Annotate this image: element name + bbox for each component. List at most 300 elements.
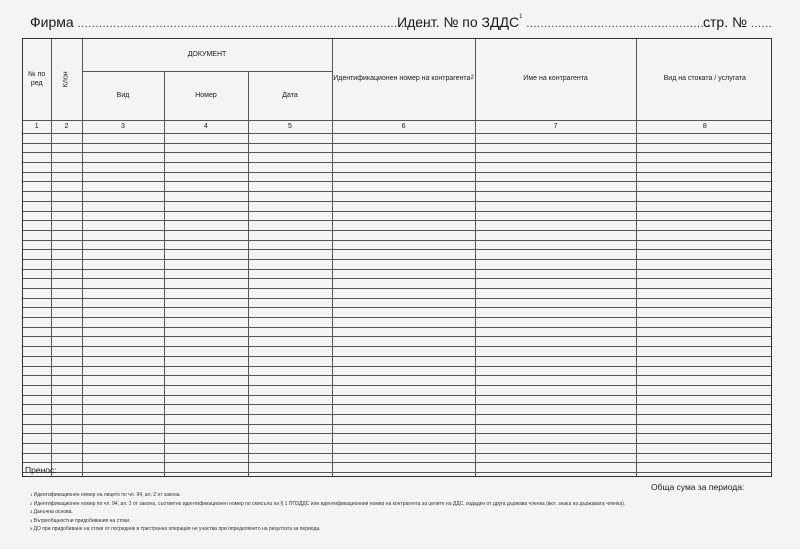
- entry-cell[interactable]: [332, 172, 475, 182]
- entry-cell[interactable]: [51, 279, 82, 289]
- entry-cell[interactable]: [636, 385, 772, 395]
- header-doc-type: Вид: [82, 72, 164, 121]
- entry-cell[interactable]: [332, 366, 475, 376]
- entry-cell[interactable]: [23, 221, 51, 231]
- entry-cell[interactable]: [248, 376, 332, 386]
- footnote-text: ДО при придобиване на стоки от посредник в тристранна операция не участва при определянето на резултата за периода.: [33, 526, 321, 533]
- entry-cell[interactable]: [23, 376, 51, 386]
- entry-cell[interactable]: [51, 385, 82, 395]
- entry-cell[interactable]: [51, 424, 82, 434]
- entry-cell[interactable]: [475, 289, 636, 299]
- entry-cell[interactable]: [636, 259, 772, 269]
- entry-cell[interactable]: [636, 395, 772, 405]
- entry-cell[interactable]: [248, 201, 332, 211]
- firm-input-dots[interactable]: ....................................................................................................: [77, 18, 434, 30]
- entry-cell[interactable]: [475, 337, 636, 347]
- entry-cell[interactable]: [475, 153, 636, 163]
- entry-cell[interactable]: [475, 473, 636, 477]
- table-row: [23, 473, 772, 477]
- entry-cell[interactable]: [636, 289, 772, 299]
- entry-cell[interactable]: [82, 444, 164, 454]
- entry-cell[interactable]: [332, 134, 475, 144]
- entry-cell[interactable]: [332, 414, 475, 424]
- entry-cell[interactable]: [332, 250, 475, 260]
- entry-cell[interactable]: [636, 356, 772, 366]
- entry-cell[interactable]: [164, 153, 248, 163]
- entry-cell[interactable]: [51, 308, 82, 318]
- entry-cell[interactable]: [636, 250, 772, 260]
- entry-cell[interactable]: [82, 424, 164, 434]
- entry-cell[interactable]: [82, 163, 164, 173]
- entry-cell[interactable]: [82, 211, 164, 221]
- entry-cell[interactable]: [248, 463, 332, 473]
- entry-cell[interactable]: [82, 192, 164, 202]
- entry-cell[interactable]: [82, 182, 164, 192]
- entry-cell[interactable]: [164, 259, 248, 269]
- entry-cell[interactable]: [164, 230, 248, 240]
- entry-cell[interactable]: [248, 424, 332, 434]
- entry-cell[interactable]: [475, 424, 636, 434]
- entry-cell[interactable]: [51, 259, 82, 269]
- entry-cell[interactable]: [636, 221, 772, 231]
- entry-cell[interactable]: [332, 143, 475, 153]
- entry-cell[interactable]: [475, 366, 636, 376]
- entry-cell[interactable]: [23, 269, 51, 279]
- entry-cell[interactable]: [23, 279, 51, 289]
- entry-cell[interactable]: [164, 250, 248, 260]
- entry-cell[interactable]: [23, 395, 51, 405]
- entry-cell[interactable]: [23, 250, 51, 260]
- entry-cell[interactable]: [332, 395, 475, 405]
- entry-cell[interactable]: [51, 356, 82, 366]
- entry-cell[interactable]: [23, 366, 51, 376]
- entry-cell[interactable]: [51, 434, 82, 444]
- entry-cell[interactable]: [51, 395, 82, 405]
- entry-cell[interactable]: [164, 143, 248, 153]
- entry-cell[interactable]: [248, 221, 332, 231]
- entry-cell[interactable]: [164, 337, 248, 347]
- entry-cell[interactable]: [636, 182, 772, 192]
- entry-cell[interactable]: [82, 356, 164, 366]
- entry-cell[interactable]: [82, 318, 164, 328]
- entry-cell[interactable]: [636, 279, 772, 289]
- entry-cell[interactable]: [51, 230, 82, 240]
- entry-cell[interactable]: [248, 143, 332, 153]
- entry-cell[interactable]: [636, 337, 772, 347]
- entry-cell[interactable]: [248, 192, 332, 202]
- entry-cell[interactable]: [332, 298, 475, 308]
- entry-cell[interactable]: [164, 298, 248, 308]
- entry-cell[interactable]: [164, 395, 248, 405]
- entry-cell[interactable]: [164, 182, 248, 192]
- entry-cell[interactable]: [636, 134, 772, 144]
- entry-cell[interactable]: [23, 337, 51, 347]
- entry-cell[interactable]: [51, 134, 82, 144]
- entry-cell[interactable]: [332, 356, 475, 366]
- entry-cell[interactable]: [164, 376, 248, 386]
- entry-cell[interactable]: [475, 434, 636, 444]
- entry-cell[interactable]: [164, 211, 248, 221]
- entry-cell[interactable]: [475, 259, 636, 269]
- entry-cell[interactable]: [82, 308, 164, 318]
- entry-cell[interactable]: [248, 259, 332, 269]
- entry-cell[interactable]: [51, 211, 82, 221]
- entry-cell[interactable]: [248, 298, 332, 308]
- entry-cell[interactable]: [332, 269, 475, 279]
- entry-cell[interactable]: [164, 366, 248, 376]
- entry-cell[interactable]: [332, 376, 475, 386]
- entry-cell[interactable]: [636, 405, 772, 415]
- entry-cell[interactable]: [332, 289, 475, 299]
- entry-cell[interactable]: [636, 327, 772, 337]
- entry-cell[interactable]: [82, 405, 164, 415]
- table-row: [23, 259, 772, 269]
- entry-cell[interactable]: [636, 473, 772, 477]
- entry-cell[interactable]: [332, 453, 475, 463]
- entry-cell[interactable]: [82, 366, 164, 376]
- entry-cell[interactable]: [475, 414, 636, 424]
- entry-cell[interactable]: [248, 405, 332, 415]
- entry-cell[interactable]: [636, 269, 772, 279]
- entry-cell[interactable]: [475, 134, 636, 144]
- entry-cell[interactable]: [82, 259, 164, 269]
- entry-cell[interactable]: [82, 143, 164, 153]
- entry-cell[interactable]: [164, 201, 248, 211]
- entry-cell[interactable]: [164, 172, 248, 182]
- footnote: [30, 525, 625, 534]
- entry-cell[interactable]: [636, 163, 772, 173]
- entry-cell[interactable]: [164, 434, 248, 444]
- entry-cell[interactable]: [248, 134, 332, 144]
- entry-cell[interactable]: [475, 308, 636, 318]
- entry-cell[interactable]: [82, 463, 164, 473]
- entry-cell[interactable]: [636, 318, 772, 328]
- entry-cell[interactable]: [248, 434, 332, 444]
- entry-cell[interactable]: [475, 298, 636, 308]
- entry-cell[interactable]: [82, 385, 164, 395]
- entry-cell[interactable]: [23, 318, 51, 328]
- entry-cell[interactable]: [23, 230, 51, 240]
- entry-cell[interactable]: [82, 134, 164, 144]
- entry-cell[interactable]: [23, 347, 51, 357]
- entry-cell[interactable]: [248, 395, 332, 405]
- entry-cell[interactable]: [164, 356, 248, 366]
- entry-cell[interactable]: [164, 240, 248, 250]
- entry-cell[interactable]: [164, 289, 248, 299]
- entry-cell[interactable]: [332, 240, 475, 250]
- entry-cell[interactable]: [82, 337, 164, 347]
- entry-cell[interactable]: [164, 444, 248, 454]
- entry-cell[interactable]: [164, 269, 248, 279]
- entry-cell[interactable]: [23, 240, 51, 250]
- entry-cell[interactable]: [164, 192, 248, 202]
- entry-cell[interactable]: [51, 221, 82, 231]
- entry-cell[interactable]: [51, 327, 82, 337]
- entry-cell[interactable]: [82, 434, 164, 444]
- vat-id-input-dots[interactable]: ....................................................: [526, 18, 712, 30]
- entry-cell[interactable]: [248, 473, 332, 477]
- entry-cell[interactable]: [475, 405, 636, 415]
- entry-cell[interactable]: [51, 414, 82, 424]
- entry-cell[interactable]: [23, 259, 51, 269]
- entry-cell[interactable]: [332, 163, 475, 173]
- entry-cell[interactable]: [475, 143, 636, 153]
- entry-cell[interactable]: [164, 327, 248, 337]
- entry-cell[interactable]: [23, 453, 51, 463]
- entry-cell[interactable]: [248, 172, 332, 182]
- entry-cell[interactable]: [51, 153, 82, 163]
- entry-cell[interactable]: [636, 434, 772, 444]
- entry-cell[interactable]: [248, 153, 332, 163]
- entry-cell[interactable]: [248, 211, 332, 221]
- entry-cell[interactable]: [51, 289, 82, 299]
- entry-cell[interactable]: [636, 211, 772, 221]
- entry-cell[interactable]: [475, 250, 636, 260]
- entry-cell[interactable]: [82, 327, 164, 337]
- entry-cell[interactable]: [332, 221, 475, 231]
- entry-cell[interactable]: [332, 337, 475, 347]
- entry-cell[interactable]: [636, 230, 772, 240]
- entry-cell[interactable]: [23, 434, 51, 444]
- entry-cell[interactable]: [82, 230, 164, 240]
- entry-cell[interactable]: [332, 192, 475, 202]
- entry-cell[interactable]: [248, 366, 332, 376]
- entry-cell[interactable]: [332, 327, 475, 337]
- firm-label: Фирма: [30, 14, 74, 30]
- entry-cell[interactable]: [475, 318, 636, 328]
- entry-cell[interactable]: [636, 298, 772, 308]
- entry-cell[interactable]: [51, 318, 82, 328]
- entry-cell[interactable]: [51, 366, 82, 376]
- entry-cell[interactable]: [164, 453, 248, 463]
- entry-cell[interactable]: [475, 444, 636, 454]
- entry-cell[interactable]: [51, 182, 82, 192]
- entry-cell[interactable]: [332, 201, 475, 211]
- table-row: [23, 444, 772, 454]
- entry-cell[interactable]: [248, 250, 332, 260]
- entry-cell[interactable]: [332, 347, 475, 357]
- entry-cell[interactable]: [164, 385, 248, 395]
- entry-cell[interactable]: [332, 308, 475, 318]
- entry-cell[interactable]: [23, 182, 51, 192]
- entry-cell[interactable]: [164, 308, 248, 318]
- table-row: [23, 298, 772, 308]
- entry-cell[interactable]: [636, 424, 772, 434]
- entry-cell[interactable]: [51, 250, 82, 260]
- entry-cell[interactable]: [475, 240, 636, 250]
- entry-cell[interactable]: [475, 279, 636, 289]
- entry-cell[interactable]: [23, 444, 51, 454]
- entry-cell[interactable]: [82, 298, 164, 308]
- entry-cell[interactable]: [164, 347, 248, 357]
- entry-cell[interactable]: [82, 221, 164, 231]
- entry-cell[interactable]: [475, 453, 636, 463]
- entry-cell[interactable]: [475, 327, 636, 337]
- entry-cell[interactable]: [164, 414, 248, 424]
- entry-cell[interactable]: [332, 230, 475, 240]
- footnote: [30, 491, 625, 500]
- entry-cell[interactable]: [332, 279, 475, 289]
- entry-cell[interactable]: [82, 473, 164, 477]
- entry-cell[interactable]: [164, 163, 248, 173]
- entry-cell[interactable]: [23, 414, 51, 424]
- entry-cell[interactable]: [248, 356, 332, 366]
- entry-cell[interactable]: [332, 473, 475, 477]
- entry-cell[interactable]: [51, 444, 82, 454]
- entry-cell[interactable]: [164, 473, 248, 477]
- entry-cell[interactable]: [332, 153, 475, 163]
- entry-cell[interactable]: [636, 240, 772, 250]
- entry-cell[interactable]: [23, 192, 51, 202]
- table-row: [23, 201, 772, 211]
- entry-cell[interactable]: [82, 269, 164, 279]
- page-number-input-dots[interactable]: ......: [750, 18, 773, 30]
- entry-cell[interactable]: [82, 376, 164, 386]
- entry-cell[interactable]: [164, 463, 248, 473]
- entry-cell[interactable]: [248, 182, 332, 192]
- entry-cell[interactable]: [332, 424, 475, 434]
- entry-cell[interactable]: [332, 385, 475, 395]
- entry-cell[interactable]: [23, 405, 51, 415]
- entry-cell[interactable]: [636, 463, 772, 473]
- entry-cell[interactable]: [23, 298, 51, 308]
- entry-cell[interactable]: [475, 269, 636, 279]
- entry-cell[interactable]: [82, 153, 164, 163]
- entry-cell[interactable]: [332, 434, 475, 444]
- entry-cell[interactable]: [248, 230, 332, 240]
- entry-cell[interactable]: [51, 163, 82, 173]
- entry-cell[interactable]: [23, 153, 51, 163]
- entry-cell[interactable]: [636, 192, 772, 202]
- entry-cell[interactable]: [475, 163, 636, 173]
- entry-cell[interactable]: [23, 172, 51, 182]
- entry-cell[interactable]: [636, 201, 772, 211]
- entry-cell[interactable]: [475, 463, 636, 473]
- entry-cell[interactable]: [23, 385, 51, 395]
- entry-cell[interactable]: [636, 376, 772, 386]
- entry-cell[interactable]: [51, 347, 82, 357]
- entry-cell[interactable]: [51, 240, 82, 250]
- entry-cell[interactable]: [248, 308, 332, 318]
- entry-cell[interactable]: [82, 172, 164, 182]
- entry-cell[interactable]: [51, 269, 82, 279]
- entry-cell[interactable]: [636, 414, 772, 424]
- entry-cell[interactable]: [82, 240, 164, 250]
- entry-cell[interactable]: [82, 279, 164, 289]
- entry-cell[interactable]: [23, 211, 51, 221]
- entry-cell[interactable]: [23, 163, 51, 173]
- entry-cell[interactable]: [636, 308, 772, 318]
- entry-cell[interactable]: [636, 172, 772, 182]
- entry-cell[interactable]: [164, 405, 248, 415]
- entry-cell[interactable]: [248, 318, 332, 328]
- entry-cell[interactable]: [51, 192, 82, 202]
- entry-cell[interactable]: [636, 444, 772, 454]
- entry-cell[interactable]: [248, 240, 332, 250]
- entry-cell[interactable]: [164, 424, 248, 434]
- entry-cell[interactable]: [475, 211, 636, 221]
- entry-cell[interactable]: [51, 337, 82, 347]
- entry-cell[interactable]: [82, 201, 164, 211]
- footnotes: [30, 491, 625, 534]
- entry-cell[interactable]: [248, 347, 332, 357]
- entry-cell[interactable]: [248, 327, 332, 337]
- entry-cell[interactable]: [475, 385, 636, 395]
- entry-cell[interactable]: [23, 327, 51, 337]
- entry-cell[interactable]: [332, 444, 475, 454]
- entry-cell[interactable]: [475, 376, 636, 386]
- table-row: [23, 289, 772, 299]
- entry-cell[interactable]: [51, 143, 82, 153]
- entry-cell[interactable]: [82, 395, 164, 405]
- entry-cell[interactable]: [636, 347, 772, 357]
- entry-cell[interactable]: [248, 337, 332, 347]
- entry-cell[interactable]: [332, 318, 475, 328]
- entry-cell[interactable]: [51, 376, 82, 386]
- entry-cell[interactable]: [248, 269, 332, 279]
- entry-cell[interactable]: [23, 424, 51, 434]
- entry-cell[interactable]: [82, 289, 164, 299]
- entry-cell[interactable]: [51, 405, 82, 415]
- entry-cell[interactable]: [332, 405, 475, 415]
- entry-cell[interactable]: [248, 279, 332, 289]
- entry-cell[interactable]: [51, 201, 82, 211]
- entry-cell[interactable]: [82, 347, 164, 357]
- header-counterparty-id-note-mark: 2: [470, 75, 474, 82]
- entry-cell[interactable]: [82, 250, 164, 260]
- entry-cell[interactable]: [636, 143, 772, 153]
- entry-cell[interactable]: [636, 153, 772, 163]
- entry-cell[interactable]: [51, 172, 82, 182]
- entry-cell[interactable]: [248, 453, 332, 463]
- entry-cell[interactable]: [248, 289, 332, 299]
- entry-cell[interactable]: [23, 134, 51, 144]
- entry-cell[interactable]: [82, 414, 164, 424]
- entry-cell[interactable]: [248, 385, 332, 395]
- entry-cell[interactable]: [23, 289, 51, 299]
- entry-cell[interactable]: [475, 347, 636, 357]
- entry-cell[interactable]: [475, 221, 636, 231]
- entry-cell[interactable]: [164, 279, 248, 289]
- entry-cell[interactable]: [475, 356, 636, 366]
- entry-cell[interactable]: [475, 182, 636, 192]
- entry-cell[interactable]: [23, 356, 51, 366]
- entry-cell[interactable]: [475, 201, 636, 211]
- entry-cell[interactable]: [51, 298, 82, 308]
- entry-cell[interactable]: [23, 201, 51, 211]
- entry-cell[interactable]: [475, 172, 636, 182]
- entry-cell[interactable]: [51, 453, 82, 463]
- entry-cell[interactable]: [164, 134, 248, 144]
- entry-cell[interactable]: [475, 395, 636, 405]
- entry-cell[interactable]: [23, 308, 51, 318]
- entry-cell[interactable]: [332, 463, 475, 473]
- entry-cell[interactable]: [248, 163, 332, 173]
- entry-cell[interactable]: [475, 192, 636, 202]
- entry-cell[interactable]: [23, 143, 51, 153]
- entry-cell[interactable]: [248, 414, 332, 424]
- entry-cell[interactable]: [636, 366, 772, 376]
- entry-cell[interactable]: [332, 259, 475, 269]
- entry-cell[interactable]: [82, 453, 164, 463]
- entry-cell[interactable]: [248, 444, 332, 454]
- entry-cell[interactable]: [164, 318, 248, 328]
- entry-cell[interactable]: [332, 182, 475, 192]
- entry-cell[interactable]: [636, 453, 772, 463]
- entry-cell[interactable]: [475, 230, 636, 240]
- entry-cell[interactable]: [332, 211, 475, 221]
- entry-cell[interactable]: [164, 221, 248, 231]
